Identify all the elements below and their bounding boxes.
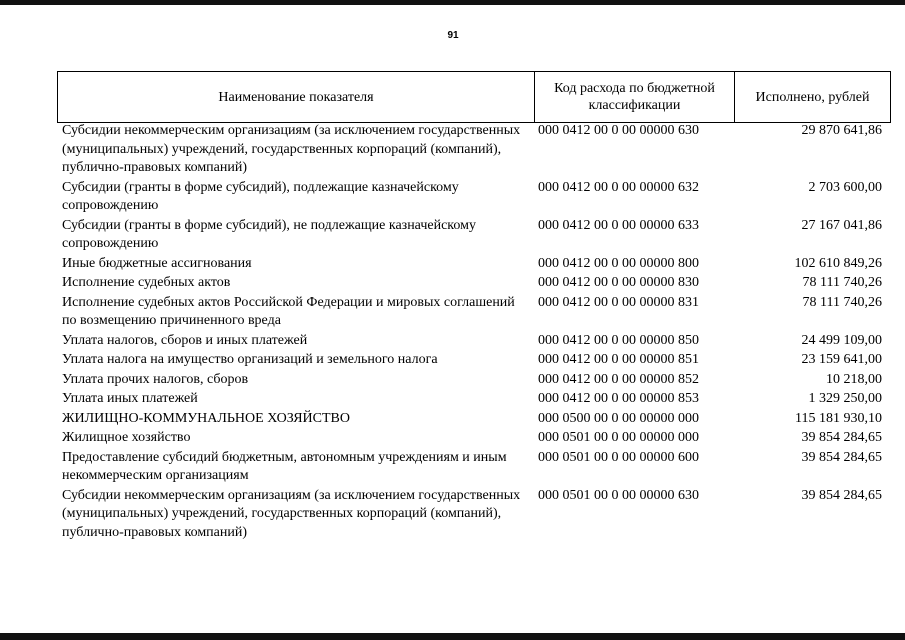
scan-border-bottom <box>0 633 905 640</box>
row-code: 000 0412 00 0 00 00000 850 <box>538 332 699 348</box>
row-code: 000 0412 00 0 00 00000 800 <box>538 255 699 271</box>
table-row <box>62 274 882 293</box>
row-amount: 29 870 641,86 <box>801 123 882 138</box>
row-amount: 39 854 284,65 <box>801 487 882 503</box>
table-row <box>62 429 882 448</box>
row-name: Иные бюджетные ассигнования <box>62 255 252 271</box>
row-code: 000 0412 00 0 00 00000 633 <box>538 217 699 233</box>
table-row <box>62 487 882 543</box>
row-amount: 2 703 600,00 <box>808 179 882 195</box>
row-code: 000 0412 00 0 00 00000 830 <box>538 275 699 290</box>
row-code: 000 0412 00 0 00 00000 853 <box>538 391 699 406</box>
row-code: 000 0501 00 0 00 00000 600 <box>538 449 699 465</box>
table-row <box>62 332 882 351</box>
row-amount: 27 167 041,86 <box>801 217 882 233</box>
row-code: 000 0412 00 0 00 00000 831 <box>538 294 699 310</box>
table-row <box>62 371 882 390</box>
header-name: Наименование показателя <box>58 72 535 122</box>
row-amount: 10 218,00 <box>826 371 882 387</box>
table-row <box>62 390 882 409</box>
row-name: Уплата прочих налогов, сборов <box>62 371 249 387</box>
row-amount: 115 181 930,10 <box>795 410 882 426</box>
row-amount: 1 329 250,00 <box>808 391 882 406</box>
row-name: ЖИЛИЩНО-КОММУНАЛЬНОЕ ХОЗЯЙСТВО <box>62 410 350 426</box>
table-header <box>57 71 891 123</box>
row-name: Субсидии некоммерческим организациям (за исключением государственных (муниципальных) учреждений, государственных корпораций (компаний), публично-правовых компаний) <box>62 487 521 540</box>
row-amount: 39 854 284,65 <box>801 430 882 445</box>
row-amount: 39 854 284,65 <box>801 449 882 465</box>
table-body <box>62 122 882 543</box>
row-name: Субсидии некоммерческим организациям (за исключением государственных (муниципальных) учреждений, государственных корпораций (компаний), публично-правовых компаний) <box>62 123 521 175</box>
row-code: 000 0501 00 0 00 00000 630 <box>538 487 699 503</box>
row-code: 000 0412 00 0 00 00000 632 <box>538 179 699 195</box>
row-amount: 23 159 641,00 <box>801 352 882 367</box>
row-code: 000 0412 00 0 00 00000 851 <box>538 352 699 367</box>
row-amount: 102 610 849,26 <box>794 255 882 271</box>
row-name: Уплата налога на имущество организаций и земельного налога <box>62 352 438 367</box>
page-number: 91 <box>447 30 459 41</box>
row-code: 000 0500 00 0 00 00000 000 <box>538 410 699 426</box>
row-code: 000 0412 00 0 00 00000 630 <box>538 123 699 138</box>
table-row <box>62 351 882 370</box>
row-name: Исполнение судебных актов <box>62 275 231 290</box>
row-amount: 24 499 109,00 <box>801 332 882 348</box>
row-name: Исполнение судебных актов Российской Федерации и мировых соглашений по возмещению причиненного вреда <box>62 294 515 328</box>
table-row <box>62 449 882 486</box>
row-amount: 78 111 740,26 <box>802 275 882 290</box>
table-row <box>62 217 882 254</box>
scan-border-top <box>0 0 905 5</box>
row-name: Уплата иных платежей <box>62 391 198 406</box>
table-row <box>62 255 882 274</box>
header-code: Код расхода по бюджетной классификации <box>535 72 735 122</box>
row-code: 000 0501 00 0 00 00000 000 <box>538 430 699 445</box>
row-name: Жилищное хозяйство <box>62 430 191 445</box>
table-row <box>62 179 882 216</box>
table-row <box>62 410 882 429</box>
row-amount: 78 111 740,26 <box>802 294 882 310</box>
header-amount: Исполнено, рублей <box>755 89 870 105</box>
row-name: Субсидии (гранты в форме субсидий), не подлежащие казначейскому сопровождению <box>62 217 476 251</box>
table-row <box>62 294 882 331</box>
row-name: Предоставление субсидий бюджетным, автономным учреждениям и иным некоммерческим организациям <box>62 449 507 483</box>
row-name: Субсидии (гранты в форме субсидий), подлежащие казначейскому сопровождению <box>62 179 459 213</box>
row-name: Уплата налогов, сборов и иных платежей <box>62 332 308 348</box>
table-row <box>62 122 882 178</box>
row-code: 000 0412 00 0 00 00000 852 <box>538 371 699 387</box>
